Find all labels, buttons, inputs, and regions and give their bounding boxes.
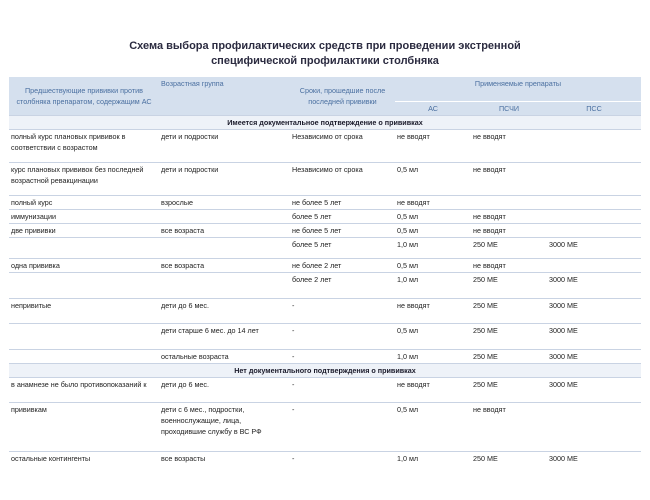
cell-as: не вводят xyxy=(395,129,471,162)
cell-term: Независимо от срока xyxy=(290,129,395,162)
header-pschi: ПСЧИ xyxy=(471,101,547,115)
cell-prior: прививкам xyxy=(9,402,159,451)
table-row xyxy=(9,209,641,223)
cell-prior xyxy=(9,272,159,298)
table-row xyxy=(9,162,641,195)
cell-age: все возраста xyxy=(159,258,290,272)
cell-as: не вводят xyxy=(395,377,471,402)
table-row xyxy=(9,451,641,465)
cell-as: 0,5 мл xyxy=(395,223,471,237)
cell-prior: полный курс xyxy=(9,195,159,209)
cell-pss: 3000 МЕ xyxy=(547,349,641,363)
cell-term: более 5 лет xyxy=(290,209,395,223)
table-row xyxy=(9,349,641,363)
section-confirmed: Имеется документальное подтверждение о прививках xyxy=(9,115,641,129)
cell-as: не вводят xyxy=(395,195,471,209)
title-line-2: специфической профилактики столбняка xyxy=(211,55,439,67)
cell-age xyxy=(159,209,290,223)
cell-prior: в анамнезе не было противопоказаний к xyxy=(9,377,159,402)
cell-pschi: не вводят xyxy=(471,129,547,162)
cell-as: 1,0 мл xyxy=(395,349,471,363)
cell-pschi: 250 МЕ xyxy=(471,237,547,258)
cell-prior: курс плановых прививок без последней возрастной ревакцинации xyxy=(9,162,159,195)
table-row xyxy=(9,272,641,298)
cell-pschi: 250 МЕ xyxy=(471,298,547,323)
cell-as: 0,5 мл xyxy=(395,402,471,451)
document-title xyxy=(0,39,650,69)
cell-pschi: 250 МЕ xyxy=(471,451,547,465)
header-pss: ПСС xyxy=(547,101,641,115)
header-as: АС xyxy=(395,101,471,115)
table-row xyxy=(9,195,641,209)
cell-age: дети до 6 мес. xyxy=(159,298,290,323)
cell-prior: две прививки xyxy=(9,223,159,237)
cell-as: 0,5 мл xyxy=(395,209,471,223)
table-row xyxy=(9,237,641,258)
cell-as: не вводят xyxy=(395,298,471,323)
cell-pschi: не вводят xyxy=(471,402,547,451)
cell-age: все возрасты xyxy=(159,451,290,465)
cell-pss xyxy=(547,258,641,272)
cell-pschi: 250 МЕ xyxy=(471,377,547,402)
cell-term: - xyxy=(290,323,395,349)
cell-term: - xyxy=(290,298,395,323)
cell-pss: 3000 МЕ xyxy=(547,377,641,402)
cell-term: не более 5 лет xyxy=(290,195,395,209)
cell-term: не более 2 лет xyxy=(290,258,395,272)
cell-age xyxy=(159,237,290,258)
table-row xyxy=(9,258,641,272)
cell-pschi: не вводят xyxy=(471,258,547,272)
prophylaxis-table xyxy=(9,77,641,465)
table-row xyxy=(9,223,641,237)
table-row xyxy=(9,129,641,162)
cell-pschi: 250 МЕ xyxy=(471,323,547,349)
cell-pss: 3000 МЕ xyxy=(547,237,641,258)
table-row xyxy=(9,323,641,349)
section-unconfirmed: Нет документального подтверждения о прививках xyxy=(9,363,641,377)
cell-term: - xyxy=(290,349,395,363)
cell-prior: иммунизации xyxy=(9,209,159,223)
cell-prior: непривитые xyxy=(9,298,159,323)
cell-pschi: не вводят xyxy=(471,162,547,195)
cell-pss xyxy=(547,162,641,195)
cell-term: - xyxy=(290,402,395,451)
cell-pss: 3000 МЕ xyxy=(547,298,641,323)
cell-age: дети и подростки xyxy=(159,162,290,195)
cell-pschi: не вводят xyxy=(471,223,547,237)
cell-pss xyxy=(547,129,641,162)
cell-age: все возраста xyxy=(159,223,290,237)
cell-age: остальные возраста xyxy=(159,349,290,363)
header-terms: Сроки, прошедшие после последней прививки xyxy=(290,77,395,115)
cell-age: дети с 6 мес., подростки, военнослужащие, лица, проходившие службу в ВС РФ xyxy=(159,402,290,451)
cell-pss: 3000 МЕ xyxy=(547,451,641,465)
cell-term: не более 5 лет xyxy=(290,223,395,237)
cell-as: 0,5 мл xyxy=(395,323,471,349)
cell-pss: 3000 МЕ xyxy=(547,272,641,298)
cell-pss xyxy=(547,223,641,237)
cell-pschi: 250 МЕ xyxy=(471,349,547,363)
cell-prior: одна прививка xyxy=(9,258,159,272)
title-line-1: Схема выбора профилактических средств при проведении экстренной xyxy=(129,40,521,52)
header-drugs: Применяемые препараты xyxy=(395,77,641,101)
table-row xyxy=(9,402,641,451)
header-prior: Предшествующие прививки против столбняка препаратом, содержащим АС xyxy=(9,77,159,115)
cell-pss: 3000 МЕ xyxy=(547,323,641,349)
cell-as: 0,5 мл xyxy=(395,162,471,195)
cell-age: дети до 6 мес. xyxy=(159,377,290,402)
cell-as: 1,0 мл xyxy=(395,237,471,258)
cell-pschi: не вводят xyxy=(471,209,547,223)
cell-prior: полный курс плановых прививок в соответствии с возрастом xyxy=(9,129,159,162)
cell-term: более 2 лет xyxy=(290,272,395,298)
table-row xyxy=(9,377,641,402)
cell-age xyxy=(159,272,290,298)
cell-pss xyxy=(547,195,641,209)
cell-term: - xyxy=(290,377,395,402)
cell-prior xyxy=(9,323,159,349)
cell-as: 1,0 мл xyxy=(395,272,471,298)
cell-pss xyxy=(547,402,641,451)
table-row xyxy=(9,298,641,323)
cell-age: дети и подростки xyxy=(159,129,290,162)
cell-age: дети старше 6 мес. до 14 лет xyxy=(159,323,290,349)
cell-age: взрослые xyxy=(159,195,290,209)
cell-term: более 5 лет xyxy=(290,237,395,258)
cell-pschi xyxy=(471,195,547,209)
cell-pschi: 250 МЕ xyxy=(471,272,547,298)
cell-term: - xyxy=(290,451,395,465)
cell-prior: остальные контингенты xyxy=(9,451,159,465)
cell-as: 1,0 мл xyxy=(395,451,471,465)
header-age: Возрастная группа xyxy=(159,77,290,115)
cell-prior xyxy=(9,349,159,363)
cell-term: Независимо от срока xyxy=(290,162,395,195)
cell-prior xyxy=(9,237,159,258)
cell-as: 0,5 мл xyxy=(395,258,471,272)
cell-pss xyxy=(547,209,641,223)
